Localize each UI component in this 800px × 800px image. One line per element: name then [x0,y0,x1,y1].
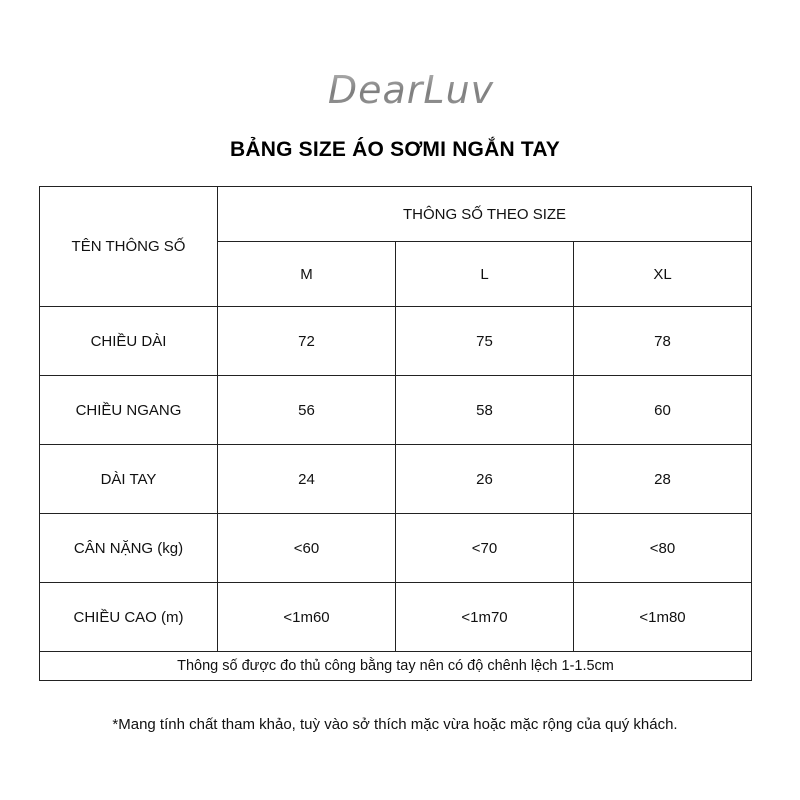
row-label: DÀI TAY [40,445,218,514]
table-cell: 24 [218,445,396,514]
size-table [39,186,752,681]
table-cell: 26 [396,445,574,514]
footnote: *Mang tính chất tham khảo, tuỳ vào sở thích mặc vừa hoặc mặc rộng của quý khách. [112,716,678,733]
table-row [40,376,752,445]
table-cell: <60 [218,514,396,583]
table-row [40,514,752,583]
table-cell: 58 [396,376,574,445]
size-header-l: L [396,242,574,307]
table-cell: 60 [574,376,752,445]
size-header-m: M [218,242,396,307]
row-label: CHIỀU NGANG [40,376,218,445]
row-label: CÂN NẶNG (kg) [40,514,218,583]
table-cell: 56 [218,376,396,445]
param-header-cell: TÊN THÔNG SỐ [40,187,218,307]
table-cell: 28 [574,445,752,514]
row-label: CHIỀU CAO (m) [40,583,218,652]
page-title: BẢNG SIZE ÁO SƠMI NGẮN TAY [230,138,560,161]
table-cell: 78 [574,307,752,376]
table-cell: <1m80 [574,583,752,652]
table-cell: <80 [574,514,752,583]
measurement-note: Thông số được đo thủ công bằng tay nên có độ chênh lệch 1-1.5cm [40,652,752,681]
table-row [40,445,752,514]
size-header-xl: XL [574,242,752,307]
table-cell: <1m70 [396,583,574,652]
table-header-row [40,187,752,242]
table-note-row [40,652,752,681]
table-row [40,307,752,376]
table-cell: 72 [218,307,396,376]
table-cell: <70 [396,514,574,583]
row-label: CHIỀU DÀI [40,307,218,376]
table-cell: <1m60 [218,583,396,652]
size-group-header-cell: THÔNG SỐ THEO SIZE [218,187,752,242]
table-row [40,583,752,652]
table-cell: 75 [396,307,574,376]
brand-logo: DearLuv [0,68,800,112]
